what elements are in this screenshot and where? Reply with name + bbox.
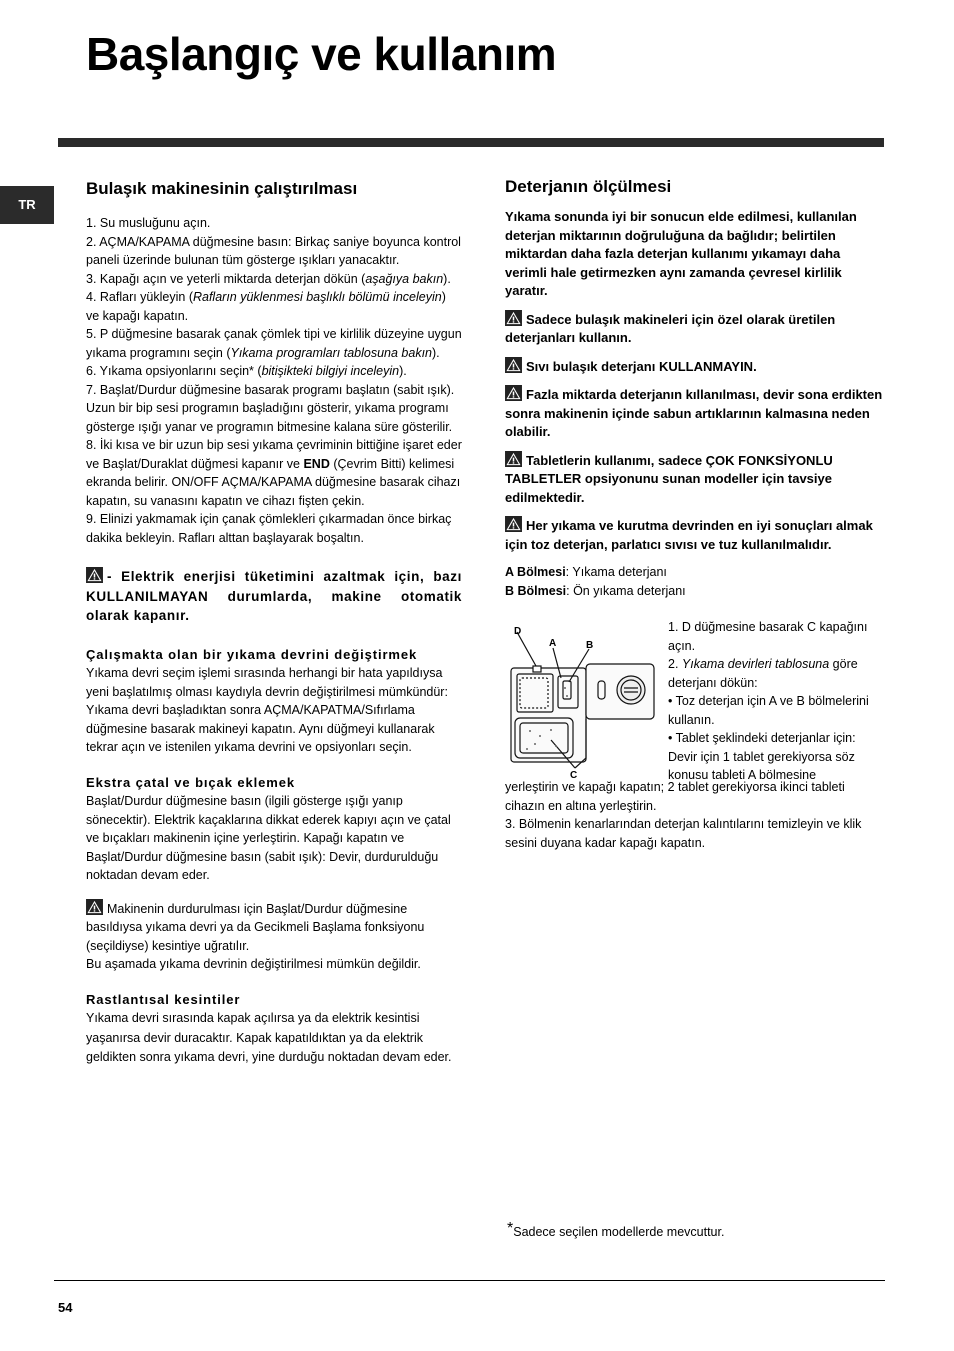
change-cycle-text: Yıkama devri seçim işlemi sırasında herhangi bir hata yapıldıysa yeni başlatılmış olması kaydıyla devrin değiştirilmesi mümkündür: Yıkama devri başladıktan sonra AÇMA/KAPATMA/Sıfırlama düğmesine basarak makineyi kapatın. Aynı düğmeyi kullanarak tekrar açın ve istenilen yıkama devrini ve opsiyonları seçin. xyxy=(86,666,448,754)
start-heading: Bulaşık makinesinin çalıştırılması xyxy=(86,179,358,198)
page-title: Başlangıç ve kullanım xyxy=(86,28,557,80)
label-c: C xyxy=(570,770,578,778)
compartment-b: B Bölmesi: Ön yıkama deterjanı xyxy=(505,583,686,598)
dispenser-continued xyxy=(505,778,885,852)
stop-note-2: Bu aşamada yıkama devrinin değiştirilmesi mümkün değildir. xyxy=(86,957,421,971)
warning-3: Fazla miktarda deterjanın kıllanılması, devir sona erdikten sonra makinenin içinde sabun artıklarının kalmasına neden olabilir. xyxy=(505,387,883,439)
step-2: 2. AÇMA/KAPAMA düğmesine basın: Birkaç saniye boyunca kontrol paneli üzerinde bulunan tüm gösterge ışıkları yanacaktır. xyxy=(86,234,461,267)
label-b: B xyxy=(586,640,594,651)
step-6: 6. Yıkama opsiyonlarını seçin* (bitişikteki bilgiyi inceleyin). xyxy=(86,364,407,378)
step-4: 4. Rafları yükleyin (Rafların yüklenmesi başlıklı bölümü inceleyin) ve kapağı kapatın. xyxy=(86,290,446,323)
language-tab: TR xyxy=(0,186,54,224)
dispenser-figure-block xyxy=(505,618,885,782)
dispenser-bullet-2: • Tablet şeklindeki deterjanlar için: Devir için 1 tablet gerekiyorsa söz konusu tableti A bölmesine xyxy=(668,731,856,782)
step-9: 9. Elinizi yakmamak için çanak çömlekleri çıkarmadan önce birkaç dakika bekleyin. Rafları alttan başlayarak boşaltın. xyxy=(86,512,452,545)
warning-icon xyxy=(505,516,522,532)
dispenser-continued-text: yerleştirin ve kapağı kapatın; 2 tablet gerekiyorsa ikinci tableti cihazın en altına yerleştirin. xyxy=(505,780,845,813)
detergent-dispenser-illustration xyxy=(505,618,665,778)
warning-1: Sadece bulaşık makineleri için özel olarak üretilen deterjanları kullanın. xyxy=(505,311,836,345)
footer-divider xyxy=(54,1280,885,1281)
step-7: 7. Başlat/Durdur düğmesine basarak programı başlatın (sabit ışık). Uzun bir bip sesi programın başladığını gösterir, yıkama programı gösterge ışığı yanar ve programın bitmesine kalana süre gösterilir. xyxy=(86,382,455,434)
left-column xyxy=(86,178,462,1068)
stop-note: Makinenin durdurulması için Başlat/Durdur düğmesine basıldıysa yıkama devri ya da Gecikmeli Başlama fonksiyonu (seçildiyse) kesintiye uğratılır. xyxy=(86,899,462,956)
dispenser-instructions xyxy=(668,618,888,785)
interruptions-text: Yıkama devri sırasında kapak açılırsa ya da elektrik kesintisi yaşanırsa devir duracaktır. Kapak kapatıldıktan ya da elektrik geldikten sonra yıkama devri, yine durduğu noktadan devam eder. xyxy=(86,1011,452,1064)
detergent-heading: Deterjanın ölçülmesi xyxy=(505,177,672,196)
interruptions-heading: Rastlantısal kesintiler xyxy=(86,991,241,1007)
warning-5: Her yıkama ve kurutma devrinden en iyi sonuçları almak için toz deterjan, parlatıcı sıvısı ve tuz kullanılmalıdır. xyxy=(505,518,873,552)
step-3: 3. Kapağı açın ve yeterli miktarda deterjan dökün (aşağıya bakın). xyxy=(86,271,451,286)
warning-icon xyxy=(505,310,522,326)
step-8: 8. İki kısa ve bir uzun bip sesi yıkama çevriminin bittiğine işaret eder ve Başlat/Duraklat düğmesi kapanır ve END (Çevrim Bitti) kelimesi ekranda belirir. ON/OFF AÇMA/KAPAMA düğmesine basarak cihazı kapatın, su vanasını kapatın ve cihazı fişten çekin. xyxy=(86,438,462,508)
start-steps xyxy=(86,214,462,547)
warning-icon xyxy=(86,899,103,915)
warning-icon xyxy=(505,357,522,373)
detergent-intro: Yıkama sonunda iyi bir sonucun elde edilmesi, kullanılan deterjan miktarının doğruluğuna da bağlıdır; belirtilen miktardan daha fazla deterjan kullanımı yıkamayı daha verimli hale getirmezken aynı zamanda çevresel kirlilik yaratır. xyxy=(505,209,857,298)
footnote: *Sadece seçilen modellerde mevcuttur. xyxy=(507,1220,725,1239)
label-a: A xyxy=(549,638,557,649)
warning-4: Tabletlerin kullanımı, sadece ÇOK FONKSİYONLU TABLETLER opsiyonunu sunan modeller için tavsiye edilmektedir. xyxy=(505,452,833,505)
dispenser-step-2: 2. Yıkama devirleri tablosuna göre deterjanı dökün: xyxy=(668,657,858,690)
label-d: D xyxy=(514,626,522,637)
step-1: 1. Su musluğunu açın. xyxy=(86,216,211,230)
change-cycle-heading: Çalışmakta olan bir yıkama devrini değiştirmek xyxy=(86,646,418,662)
warning-2: Sıvı bulaşık deterjanı KULLANMAYIN. xyxy=(505,357,885,377)
dispenser-step-1: 1. D düğmesine basarak C kapağını açın. xyxy=(668,620,868,653)
page-number: 54 xyxy=(58,1300,73,1315)
step-5: 5. P düğmesine basarak çanak çömlek tipi ve kirlilik düzeyine uygun yıkama programını seçin (Yıkama programları tablosuna bakın). xyxy=(86,327,462,360)
header-divider xyxy=(58,138,884,147)
warning-icon xyxy=(505,385,522,401)
compartment-a: A Bölmesi: Yıkama deterjanı xyxy=(505,565,667,579)
warning-icon xyxy=(505,451,522,467)
extra-cutlery-heading: Ekstra çatal ve bıçak eklemek xyxy=(86,774,295,790)
warning-icon xyxy=(86,567,103,583)
right-column xyxy=(505,176,885,852)
dispenser-bullet-1: • Toz deterjan için A ve B bölmelerini kullanın. xyxy=(668,694,869,727)
compartment-list xyxy=(505,563,885,600)
energy-note: - Elektrik enerjisi tüketimini azaltmak için, bazı KULLANILMAYAN durumlarda, makine otomatik olarak kapanır. xyxy=(86,569,462,623)
extra-cutlery-text: Başlat/Durdur düğmesine basın (ilgili gösterge ışığı yanıp sönecektir). Elektrik kaçaklarına dikkat ederek kapıyı açın ve çatal ve bıçakları makinenin içine yerleştirin. Kapağı kapatın ve Başlat/Durdur düğmesine basın (sabit ışık): Devir, durdurulduğu noktadan devam eder. xyxy=(86,794,451,882)
dispenser-step-3: 3. Bölmenin kenarlarından deterjan kalıntılarını temizleyin ve klik sesini duyana kadar kapağı kapatın. xyxy=(505,817,862,850)
